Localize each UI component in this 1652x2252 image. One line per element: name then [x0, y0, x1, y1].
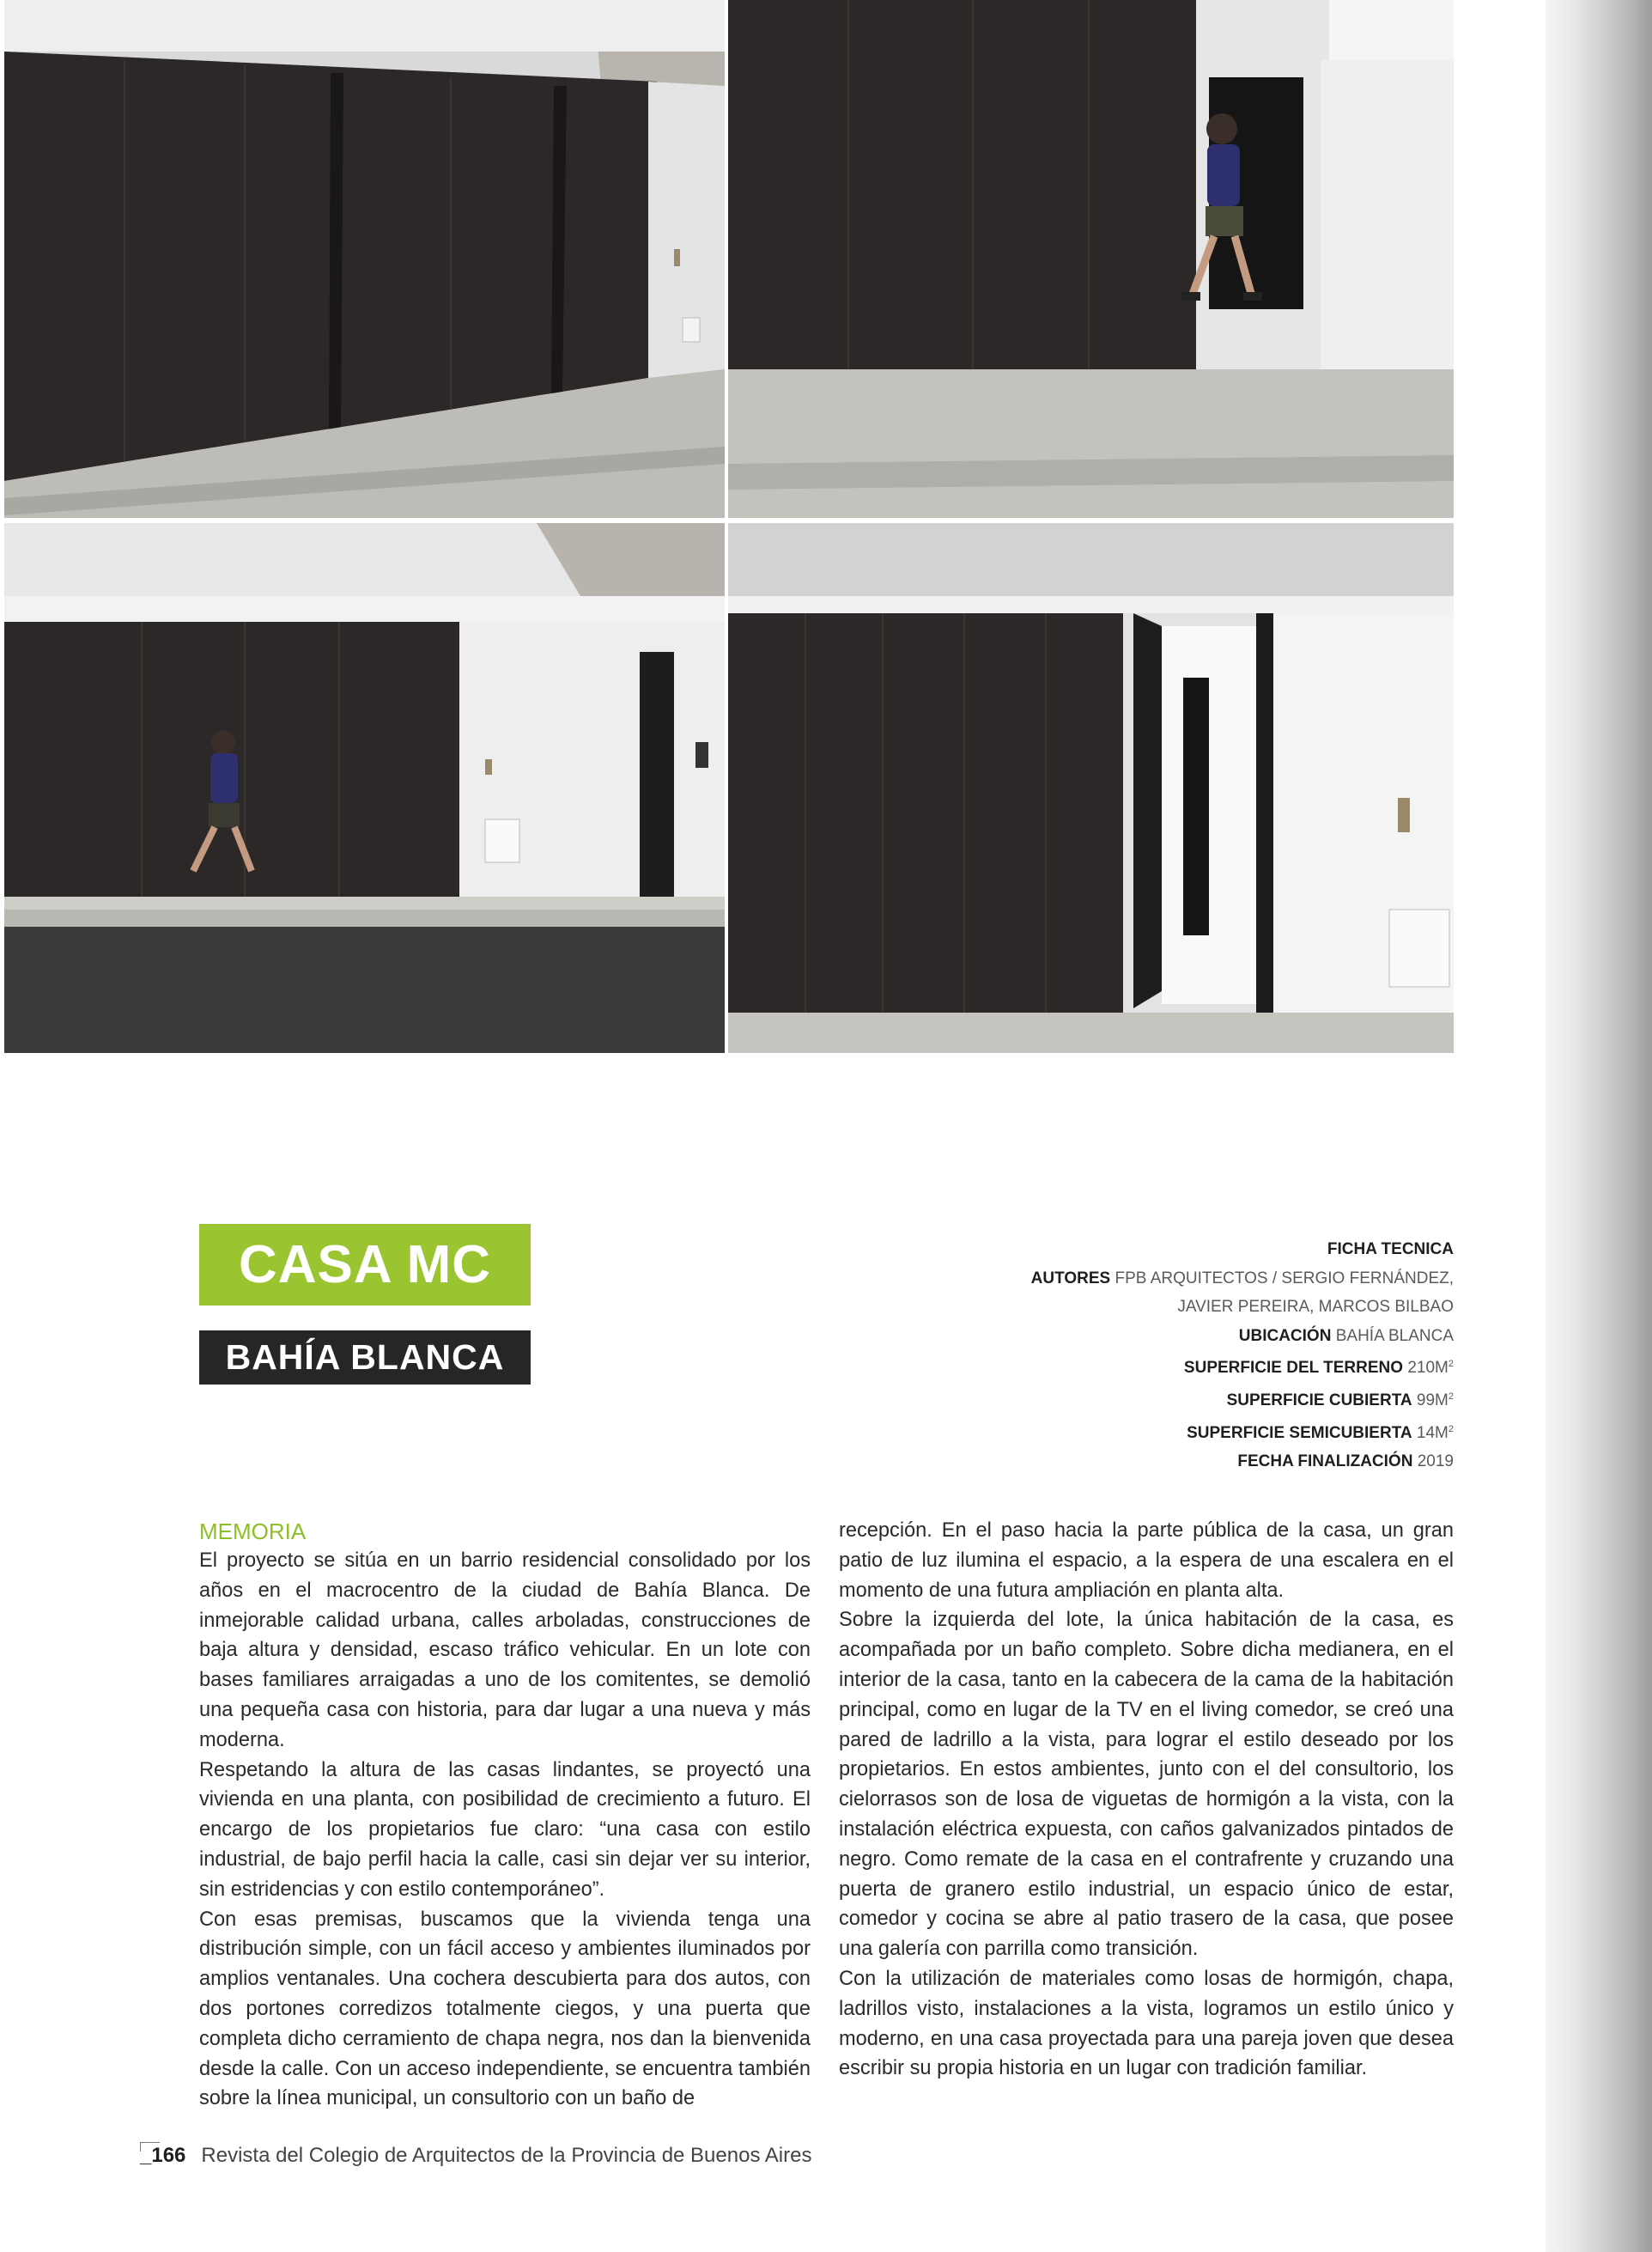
ficha-heading: FICHA TECNICA — [1327, 1240, 1454, 1258]
memoria-paragraph: Con la utilización de materiales como losas de hormigón, chapa, ladrillos visto, instalaciones a la vista, logramos un estilo único y moderno, en una casa proyectada para una pareja joven que desea escribir su propia historia en un lugar con tradición familiar. — [839, 1967, 1454, 2080]
photo-street-facade — [4, 523, 725, 1053]
cubierta-label: SUPERFICIE CUBIERTA — [1226, 1391, 1412, 1409]
autores-value-line1: FPB ARQUITECTOS / SERGIO FERNÁNDEZ, — [1114, 1269, 1454, 1287]
photo-man-walking-gate — [728, 0, 1454, 518]
technical-sheet — [987, 1235, 1454, 1476]
memoria-column-right — [839, 1516, 1454, 2084]
memoria-paragraph: Sobre la izquierda del lote, la única habitación de la casa, es acompañada por un baño completo. Sobre dicha medianera, en el interior de la casa, tanto en la cabecera de la cama de la habitación principal, como en lugar de la TV en el living comedor, se creó una pared de ladrillo a la vista, para lograr el estilo deseado por los propietarios. En estos ambientes, junto con el del consultorio, los cielorrasos son de losa de viguetas de hormigón a la vista, con la instalación eléctrica expuesta, con caños galvanizados pintados de negro. Como remate de la casa en el contrafrente y cruzando una puerta de granero estilo industrial, un espacio único de estar, comedor y cocina se abre al patio trasero de la casa, que posee una galería con parrilla como transición. — [839, 1609, 1454, 1961]
terreno-value: 210M — [1407, 1359, 1449, 1378]
terreno-unit-sup: 2 — [1448, 1359, 1454, 1370]
autores-label: AUTORES — [1030, 1269, 1111, 1287]
publication-name: Revista del Colegio de Arquitectos de la Provincia de Buenos Aires — [201, 2144, 812, 2167]
terreno-label: SUPERFICIE DEL TERRENO — [1183, 1359, 1404, 1378]
photo-open-entrance — [728, 523, 1454, 1053]
fecha-value: 2019 — [1417, 1452, 1454, 1471]
semicubierta-value: 14M — [1416, 1423, 1449, 1442]
cubierta-value: 99M — [1416, 1391, 1449, 1409]
project-title: CASA MC — [199, 1224, 531, 1306]
semicubierta-unit-sup: 2 — [1448, 1423, 1454, 1434]
memoria-paragraph: El proyecto se sitúa en un barrio residencial consolidado por los años en el macrocentro de la ciudad de Bahía Blanca. De inmejorable calidad urbana, calles arboladas, construcciones de baja altura y densidad, escaso tráfico vehicular. En un lote con bases familiares arraigadas a uno de los comitentes, se demolió una pequeña casa con historia, para dar lugar a una nueva y más moderna. — [199, 1549, 811, 1751]
page-number: _166 — [140, 2144, 186, 2167]
memoria-heading: MEMORIA — [199, 1519, 307, 1544]
page-spine-shadow — [1546, 0, 1652, 2252]
ubicacion-label: UBICACIÓN — [1238, 1326, 1332, 1345]
ubicacion-value: BAHÍA BLANCA — [1335, 1326, 1454, 1345]
fecha-label: FECHA FINALIZACIÓN — [1237, 1452, 1413, 1471]
memoria-paragraph: recepción. En el paso hacia la parte pública de la casa, un gran patio de luz ilumina el espacio, a la espera de una escalera en el momento de una futura ampliación en planta alta. — [839, 1519, 1454, 1602]
cubierta-unit-sup: 2 — [1448, 1391, 1454, 1402]
memoria-paragraph: Con esas premisas, buscamos que la vivienda tenga una distribución simple, con un fácil acceso y ambientes iluminados por amplios ventanales. Una cochera descubierta para dos autos, con dos portones corredizos totalmente ciegos, y una puerta que completa dicho cerramiento de chapa negra, nos dan la bienvenida desde la calle. Con un acceso independiente, se encuentra también sobre la línea municipal, un consultorio con un baño de — [199, 1908, 811, 2110]
semicubierta-label: SUPERFICIE SEMICUBIERTA — [1187, 1423, 1412, 1442]
memoria-paragraph: Respetando la altura de las casas lindantes, se proyectó una vivienda en una planta, con posibilidad de crecimiento a futuro. El encargo de los propietarios fue claro: “una casa con estilo industrial, de bajo perfil hacia la calle, casi sin dejar ver su interior, sin estridencias y con estilo contemporáneo”. — [199, 1758, 811, 1901]
page-footer — [140, 2144, 811, 2168]
project-location-title: BAHÍA BLANCA — [199, 1330, 531, 1385]
memoria-column-left — [199, 1546, 811, 2114]
autores-value-line2: JAVIER PEREIRA, MARCOS BILBAO — [1177, 1298, 1454, 1317]
photo-street-gates — [4, 0, 725, 518]
